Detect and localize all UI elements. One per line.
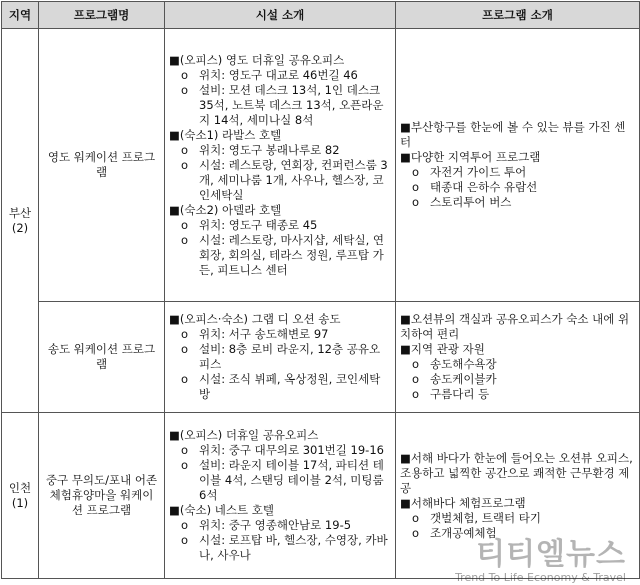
item-text: 위치: 중구 영종해안남로 19-5	[199, 518, 352, 532]
item-text: (숙소2) 아델라 호텔	[179, 202, 282, 217]
program-intro-cell	[396, 413, 640, 579]
region-cell-incheon	[2, 413, 39, 579]
item-text: 태종대 은하수 유람선	[430, 180, 538, 194]
bullet-item	[400, 165, 633, 180]
bullet-item	[169, 518, 389, 533]
facility-cell	[165, 413, 396, 579]
circle-bullet-icon: o	[181, 232, 189, 247]
item-text: 시설: 로프탑 바, 헬스장, 수영장, 카바나, 사우나	[199, 533, 388, 562]
section-heading	[400, 451, 633, 496]
item-text: 서해바다 체험프로그램	[410, 495, 526, 510]
section-heading	[169, 428, 389, 443]
program-intro-cell	[396, 302, 640, 413]
bullet-item	[169, 458, 389, 503]
header-program-intro: 프로그램 소개	[396, 2, 640, 29]
circle-bullet-icon: o	[412, 387, 420, 401]
region-label: 인천 (1)	[8, 480, 32, 510]
item-text: 설비: 8층 로비 라운지, 12층 공유오피스	[199, 342, 381, 371]
square-bullet-icon: ■	[400, 342, 411, 356]
square-bullet-icon: ■	[169, 428, 180, 442]
item-text: 다양한 지역투어 프로그램	[410, 150, 541, 164]
bullet-item	[400, 372, 633, 387]
item-text: 설비: 모션 데스크 13석, 1인 데스크 35석, 노트북 데스크 13석, 오픈라운지 14석, 세미나실 8석	[199, 82, 384, 127]
bullet-item	[169, 68, 389, 83]
program-name-cell: 중구 무의도/포내 어존체험휴양마을 워케이션 프로그램	[39, 413, 165, 579]
facility-cell	[165, 302, 396, 413]
circle-bullet-icon: o	[412, 357, 420, 371]
item-text: 송도해수욕장	[430, 357, 497, 371]
item-text: (오피스) 더휴일 공유오피스	[179, 428, 319, 442]
program-intro-cell	[396, 29, 640, 302]
circle-bullet-icon: o	[181, 327, 189, 341]
square-bullet-icon: ■	[169, 202, 180, 217]
table-row	[2, 413, 640, 579]
header-facility: 시설 소개	[165, 2, 396, 29]
square-bullet-icon: ■	[169, 52, 180, 67]
circle-bullet-icon: o	[181, 142, 189, 157]
section-heading	[169, 503, 389, 518]
circle-bullet-icon: o	[412, 165, 420, 179]
bullet-item	[169, 83, 389, 128]
item-text: (숙소1) 라발스 호텔	[179, 127, 282, 142]
section-heading	[400, 150, 633, 165]
circle-bullet-icon: o	[181, 342, 189, 356]
circle-bullet-icon: o	[181, 217, 189, 232]
bullet-item	[169, 372, 389, 402]
item-text: 스토리투어 버스	[430, 195, 512, 209]
item-text: (오피스) 영도 더휴일 공유오피스	[179, 52, 345, 67]
square-bullet-icon: ■	[400, 120, 411, 134]
item-text: 위치: 영도구 태종로 45	[199, 217, 318, 232]
item-text: 갯벌체험, 트랙터 타기	[430, 510, 541, 525]
square-bullet-icon: ■	[169, 312, 180, 326]
circle-bullet-icon: o	[181, 157, 189, 172]
circle-bullet-icon: o	[412, 180, 420, 194]
item-text: 시설: 레스토랑, 마사지샵, 세탁실, 연회장, 회의실, 테라스 정원, 루프탑 가든, 피트니스 센터	[199, 232, 384, 277]
bullet-item	[400, 387, 633, 402]
section-heading	[400, 342, 633, 357]
program-name-cell: 송도 워케이션 프로그램	[39, 302, 165, 413]
section-heading	[400, 120, 633, 150]
bullet-item	[169, 327, 389, 342]
circle-bullet-icon: o	[412, 372, 420, 386]
bullet-item	[400, 180, 633, 195]
watermark-logo-text: 티티엘뉴스	[476, 537, 626, 572]
circle-bullet-icon: o	[181, 458, 189, 472]
item-text: 위치: 중구 대무의로 301번길 19-16	[199, 443, 384, 457]
square-bullet-icon: ■	[400, 495, 411, 510]
table-row	[2, 302, 640, 413]
circle-bullet-icon: o	[181, 372, 189, 386]
item-text: 오션뷰의 객실과 공유오피스가 숙소 내에 위치하여 편리	[400, 312, 630, 341]
item-text: 지역 관광 자원	[410, 342, 485, 356]
bullet-item	[400, 511, 633, 526]
item-text: 조개공예체험	[430, 525, 497, 540]
item-text: 구름다리 등	[430, 387, 490, 401]
circle-bullet-icon: o	[412, 195, 420, 209]
circle-bullet-icon: o	[181, 67, 189, 82]
bullet-item	[169, 143, 389, 158]
circle-bullet-icon: o	[181, 82, 189, 97]
square-bullet-icon: ■	[169, 127, 180, 142]
section-heading	[169, 312, 389, 327]
item-text: 시설: 조식 뷔페, 옥상정원, 코인세탁방	[199, 372, 381, 401]
table-header-row	[2, 2, 640, 29]
item-text: 위치: 영도구 대교로 46번길 46	[199, 67, 358, 82]
bullet-item	[169, 218, 389, 233]
circle-bullet-icon: o	[181, 533, 189, 547]
item-text: (숙소) 네스트 호텔	[179, 503, 274, 517]
bullet-item	[169, 443, 389, 458]
header-program-name: 프로그램명	[39, 2, 165, 29]
circle-bullet-icon: o	[181, 443, 189, 457]
circle-bullet-icon: o	[412, 525, 420, 540]
region-label: 부산 (2)	[8, 205, 32, 235]
circle-bullet-icon: o	[181, 518, 189, 532]
item-text: (오피스·숙소) 그랩 디 오션 송도	[179, 312, 341, 326]
square-bullet-icon: ■	[400, 312, 411, 326]
item-text: 시설: 레스토랑, 연회장, 컨퍼런스룸 3개, 세미나룸 1개, 사우나, 헬스장, 코인세탁실	[199, 157, 388, 202]
section-heading	[400, 496, 633, 511]
section-heading	[169, 53, 389, 68]
section-heading	[169, 203, 389, 218]
bullet-item	[400, 526, 633, 541]
item-text: 자전거 가이드 투어	[430, 165, 527, 179]
bullet-item	[400, 195, 633, 210]
item-text: 송도케이블카	[430, 372, 497, 386]
item-text: 서해 바다가 한눈에 들어오는 오션뷰 오피스, 조용하고 넓찍한 공간으로 쾌적한 근무환경 제공	[400, 450, 633, 495]
item-text: 위치: 영도구 봉래나루로 82	[199, 142, 340, 157]
item-text: 부산항구를 한눈에 볼 수 있는 뷰를 가진 센터	[400, 120, 626, 149]
region-cell-busan	[2, 29, 39, 413]
bullet-item	[169, 342, 389, 372]
program-name-cell: 영도 워케이션 프로그램	[39, 29, 165, 302]
item-text: 위치: 서구 송도해변로 97	[199, 327, 329, 341]
program-table	[1, 1, 640, 579]
item-text: 설비: 라운지 테이블 17석, 파티션 테이블 4석, 스탠딩 테이블 2석, 미팅룸 6석	[199, 458, 384, 502]
square-bullet-icon: ■	[169, 503, 180, 517]
bullet-item	[169, 533, 389, 563]
facility-cell	[165, 29, 396, 302]
section-heading	[400, 312, 633, 342]
header-region: 지역	[2, 2, 39, 29]
bullet-item	[169, 158, 389, 203]
bullet-item	[169, 233, 389, 278]
square-bullet-icon: ■	[400, 450, 411, 465]
watermark-tagline: Trend To Life Economy & Travel	[455, 571, 626, 584]
table-row	[2, 29, 640, 302]
circle-bullet-icon: o	[412, 510, 420, 525]
section-heading	[169, 128, 389, 143]
square-bullet-icon: ■	[400, 150, 411, 164]
bullet-item	[400, 357, 633, 372]
